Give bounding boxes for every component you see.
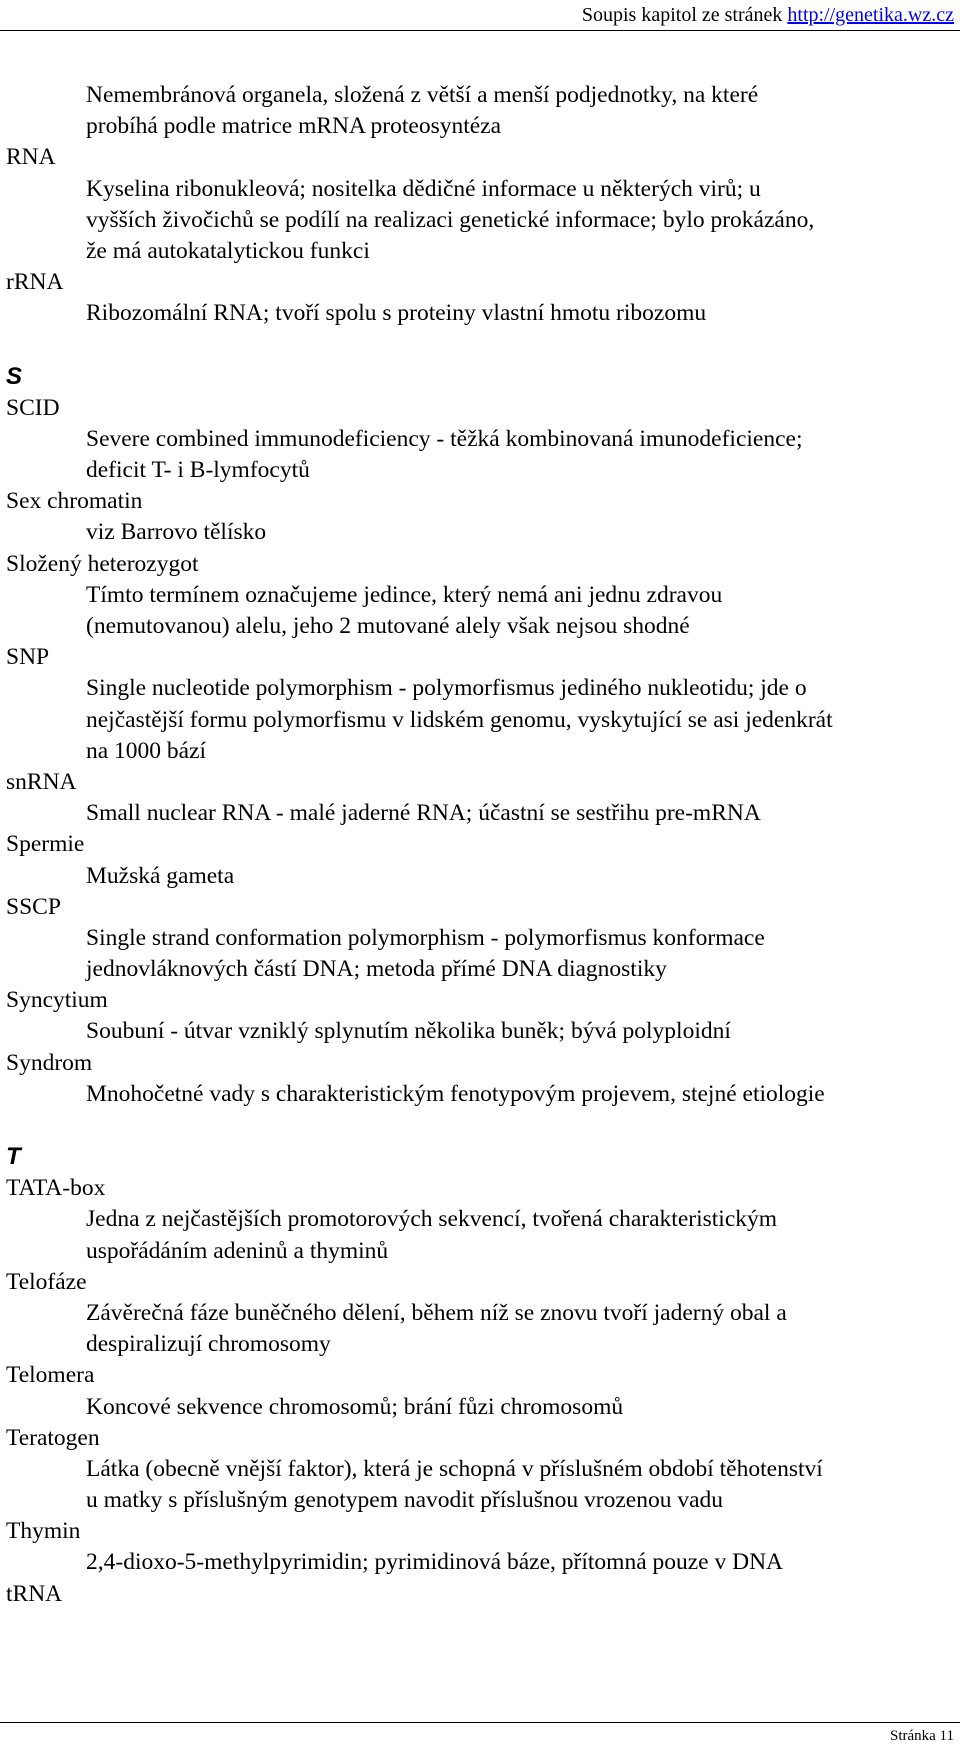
footer-divider (0, 1722, 960, 1723)
glossary-term: rRNA (6, 269, 64, 296)
glossary-term: Thymin (6, 1518, 81, 1545)
glossary-definition: Kyselina ribonukleová; nositelka dědičné informace u některých virů; u (86, 175, 761, 202)
glossary-definition: Mnohočetné vady s charakteristickým fenotypovým projevem, stejné etiologie (86, 1080, 825, 1107)
page-header (582, 4, 954, 27)
glossary-definition: nejčastější formu polymorfismu v lidském genomu, vyskytující se asi jedenkrát (86, 706, 833, 733)
glossary-definition: na 1000 bází (86, 737, 207, 764)
glossary-definition: Soubuní - útvar vzniklý splynutím několika buněk; bývá polyploidní (86, 1018, 731, 1045)
glossary-term: SNP (6, 644, 50, 671)
glossary-definition: 2,4-dioxo-5-methylpyrimidin; pyrimidinová báze, přítomná pouze v DNA (86, 1549, 784, 1576)
glossary-definition: Tímto termínem označujeme jedince, který nemá ani jednu zdravou (86, 581, 723, 608)
page-number: Stránka 11 (889, 1728, 954, 1744)
glossary-content (6, 80, 952, 1610)
glossary-definition: uspořádáním adeninů a thyminů (86, 1237, 389, 1264)
spacer (6, 330, 952, 361)
glossary-term: tRNA (6, 1580, 63, 1607)
glossary-term: Spermie (6, 831, 85, 858)
glossary-definition: Severe combined immunodeficiency - těžká kombinovaná imunodeficience; (86, 425, 803, 452)
glossary-definition: (nemutovanou) alelu, jeho 2 mutované alely však nejsou shodné (86, 613, 690, 639)
glossary-definition: Koncové sekvence chromosomů; brání fůzi chromosomů (86, 1393, 624, 1420)
glossary-definition: u matky s příslušným genotypem navodit příslušnou vrozenou vadu (86, 1487, 724, 1514)
glossary-term: snRNA (6, 768, 77, 795)
glossary-definition: vyšších živočichů se podílí na realizaci genetické informace; bylo prokázáno, (86, 206, 815, 233)
glossary-definition: Jedna z nejčastějších promotorových sekvencí, tvořená charakteristickým (86, 1206, 778, 1233)
glossary-definition: Nemembránová organela, složená z větší a menší podjednotky, na které (86, 82, 759, 108)
glossary-term: Sex chromatin (6, 488, 143, 515)
glossary-term: Syncytium (6, 987, 108, 1014)
glossary-definition: Single strand conformation polymorphism - polymorfismus konformace (86, 924, 765, 951)
glossary-term: SSCP (6, 893, 61, 920)
glossary-term: RNA (6, 144, 56, 171)
glossary-definition: deficit T- i B-lymfocytů (86, 457, 310, 484)
glossary-definition: viz Barrovo tělísko (86, 519, 267, 546)
glossary-term: SCID (6, 394, 60, 421)
spacer (6, 1110, 952, 1141)
section-letter: S (6, 362, 23, 390)
glossary-term: Telomera (6, 1362, 95, 1389)
glossary-term: Teratogen (6, 1424, 100, 1451)
glossary-definition: jednovláknových částí DNA; metoda přímé DNA diagnostiky (86, 956, 667, 983)
glossary-term: Syndrom (6, 1049, 93, 1076)
glossary-definition: Mužská gameta (86, 862, 235, 889)
glossary-definition: Látka (obecně vnější faktor), která je schopná v příslušném období těhotenství (86, 1455, 823, 1482)
section-letter: T (6, 1143, 21, 1171)
glossary-term: Telofáze (6, 1268, 87, 1295)
header-divider (0, 30, 960, 31)
glossary-definition: Small nuclear RNA - malé jaderné RNA; účastní se sestřihu pre-mRNA (86, 800, 761, 827)
glossary-definition: že má autokatalytickou funkci (86, 237, 370, 264)
glossary-definition: Závěrečná fáze buněčného dělení, během níž se znovu tvoří jaderný obal a (86, 1299, 787, 1326)
glossary-definition: Single nucleotide polymorphism - polymorfismus jediného nukleotidu; jde o (86, 675, 807, 702)
header-title: Soupis kapitol ze stránek (581, 4, 783, 26)
glossary-definition: despiralizují chromosomy (86, 1331, 331, 1358)
glossary-term: Složený heterozygot (6, 550, 199, 577)
glossary-definition: Ribozomální RNA; tvoří spolu s proteiny vlastní hmotu ribozomu (86, 300, 707, 327)
glossary-definition: probíhá podle matrice mRNA proteosyntéza (86, 113, 502, 140)
glossary-term: TATA-box (6, 1175, 106, 1202)
header-link[interactable]: http://genetika.wz.cz (787, 4, 954, 26)
